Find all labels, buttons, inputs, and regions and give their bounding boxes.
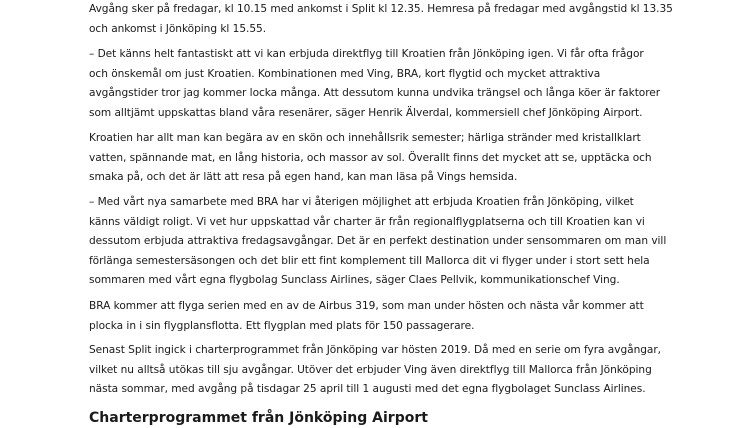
paragraph-airport-quote: [89, 45, 660, 123]
paragraph-line: förlänga semestersäsongen och det blir ett fint komplement till Mallorca dit vi flyger under i stort sett hela: [89, 254, 650, 267]
paragraph-line: känns väldigt roligt. Vi vet hur uppskattad vår charter är från regionalflygplatserna och till Kroatien kan vi: [89, 215, 645, 228]
paragraph-line: dessutom erbjuda attraktiva fredagsavgångar. Det är en perfekt destination under sensommaren om man vill: [89, 235, 667, 247]
paragraph-departure-times: [89, 0, 673, 39]
section-subheading: Charterprogrammet från Jönköping Airport: [89, 410, 428, 426]
paragraph-line: – Det känns helt fantastiskt att vi kan erbjuda direktflyg till Kroatien från Jönköping igen. Vi får ofta frågor: [89, 48, 644, 60]
paragraph-line: vatten, spännande mat, en lång historia, och massor av sol. Överallt finns det mycket att se, upptäcka och: [89, 151, 652, 164]
paragraph-croatia-description: [89, 129, 652, 188]
paragraph-line: – Med vårt nya samarbete med BRA har vi återigen möjlighet att erbjuda Kroatien från Jönköping, vilket: [89, 196, 634, 208]
paragraph-line: och ankomst i Jönköping kl 15.55.: [89, 22, 267, 35]
paragraph-line: Avgång sker på fredagar, kl 10.15 med ankomst i Split kl 12.35. Hemresa på fredagar med avgångstid kl 13.35: [89, 3, 673, 15]
paragraph-line: och önskemål om just Kroatien. Kombinationen med Ving, BRA, kort flygtid och mycket attraktiva: [89, 67, 601, 80]
paragraph-line: Senast Split ingick i charterprogrammet från Jönköping var hösten 2019. Då med en serie om fyra avgångar,: [89, 344, 661, 356]
paragraph-line: BRA kommer att flyga serien med en av de Airbus 319, som man under hösten och nästa vår kommer att: [89, 300, 644, 312]
paragraph-line: vilket nu alltså utökas till sju avgångar. Utöver det erbjuder Ving även direktflyg till Mallorca från Jönköping: [89, 363, 652, 376]
paragraph-line: sommaren med vårt egna flygbolag Sunclass Airlines, säger Claes Pellvik, kommunikationschef Ving.: [89, 274, 620, 286]
paragraph-line: nästa sommar, med avgång på tisdagar 25 april till 1 augusti med det egna flygbolaget Sunclass Airlines.: [89, 383, 646, 395]
paragraph-line: smaka på, och det är lätt att resa på egen hand, kan man läsa på Vings hemsida.: [89, 171, 518, 183]
paragraph-line: som alltjämt uppskattas bland våra resenärer, säger Henrik Älverdal, kommersiell chef Jönköping Airport.: [89, 106, 643, 119]
paragraph-history: [89, 341, 661, 400]
paragraph-line: Kroatien har allt man kan begära av en skön och innehållsrik semester; härliga stränder med kristallklart: [89, 132, 641, 144]
paragraph-line: plocka in i sin flygplansflotta. Ett flygplan med plats för 150 passagerare.: [89, 319, 475, 332]
paragraph-ving-quote: [89, 193, 666, 291]
paragraph-line: avgångstider tror jag kommer locka många. Att dessutom kunna undvika trängsel och långa köer är faktorer: [89, 87, 661, 99]
paragraph-aircraft: [89, 297, 644, 336]
